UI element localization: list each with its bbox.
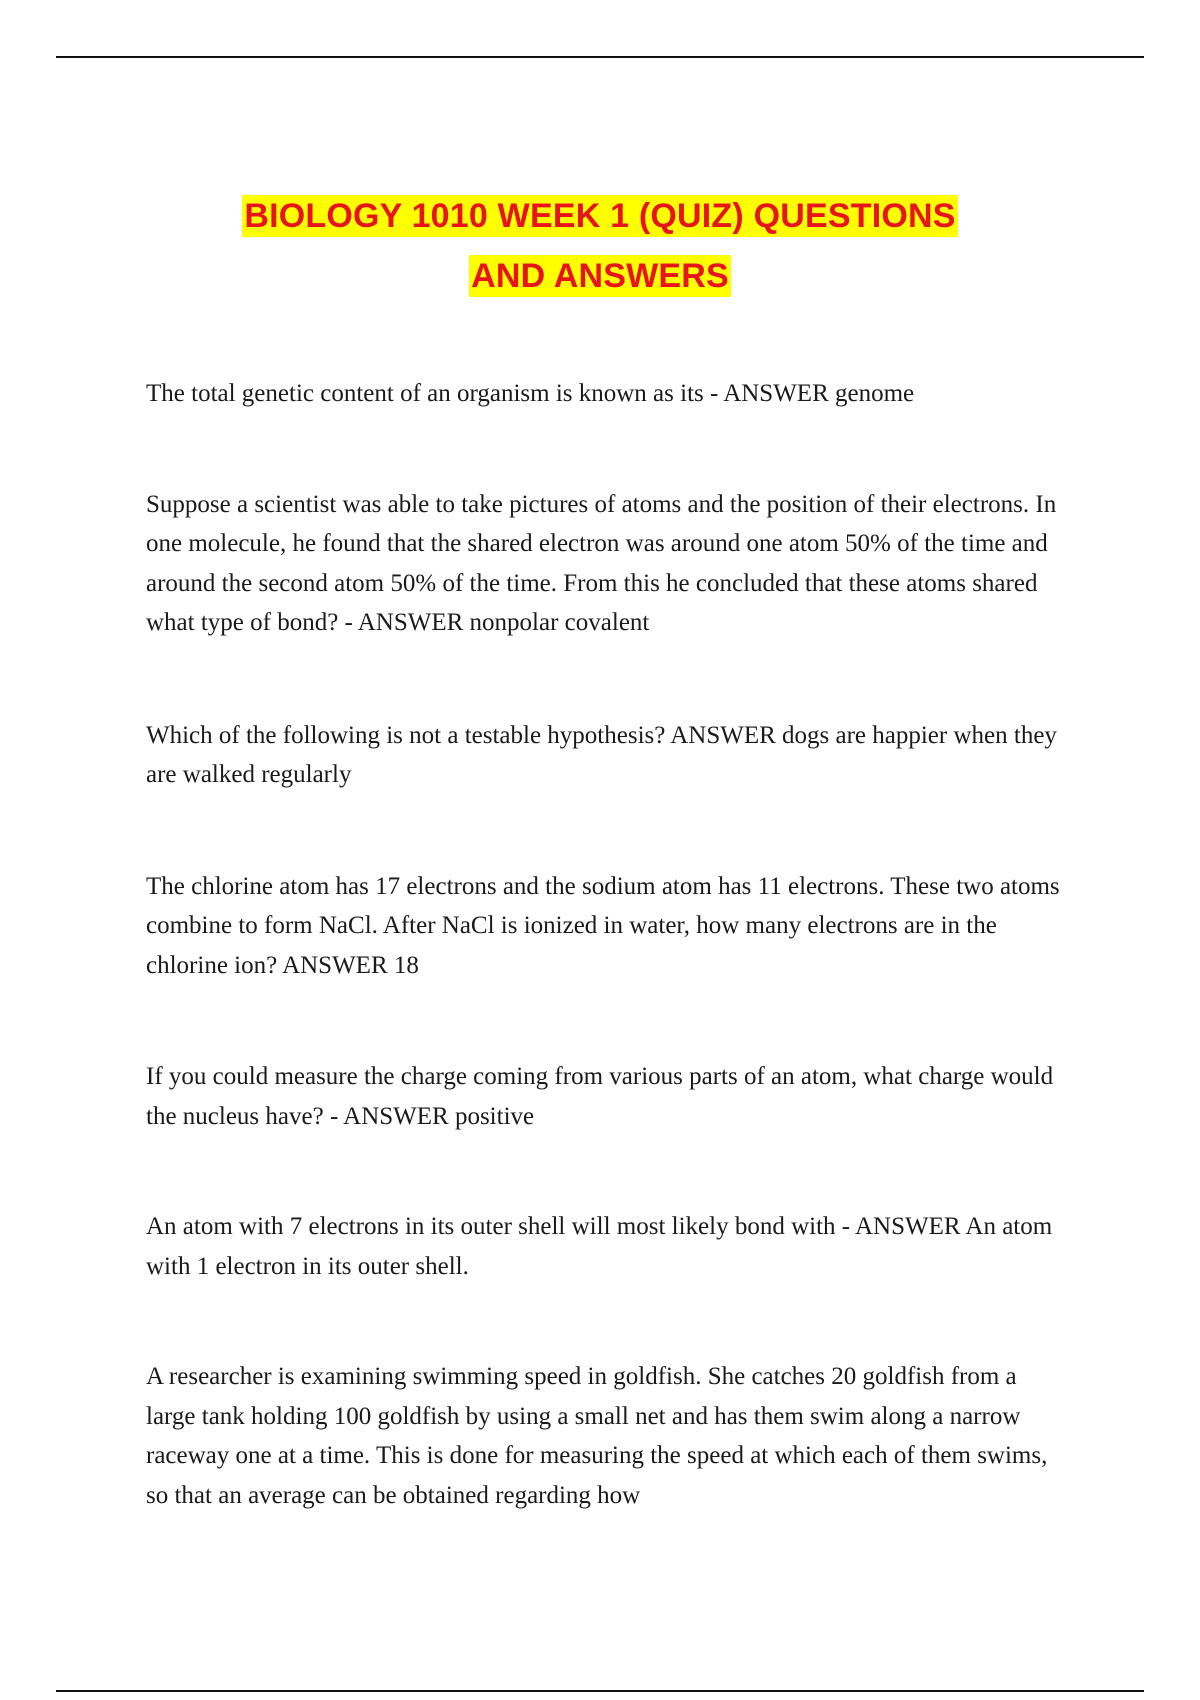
- title-line-2: AND ANSWERS: [471, 257, 729, 295]
- qa-item: [146, 867, 1066, 986]
- qa-list: [146, 374, 1066, 1588]
- qa-text: Which of the following is not a testable hypothesis? ANSWER dogs are happier when they are walked regularly: [146, 721, 1057, 788]
- qa-item: [146, 1357, 1066, 1515]
- document-title: [0, 186, 1200, 306]
- header-rule: [56, 56, 1144, 58]
- qa-text: An atom with 7 electrons in its outer shell will most likely bond with - ANSWER An atom with 1 electron in its outer shell.: [146, 1213, 1053, 1280]
- footer-rule: [56, 1690, 1144, 1692]
- qa-text: A researcher is examining swimming speed in goldfish. She catches 20 goldfish from a large tank holding 100 goldfish by using a small net and has them swim along a narrow raceway one at a time. This is done for measuring the speed at which each of them swims, so that an average can be obtained regarding how: [146, 1363, 1048, 1509]
- qa-text: The chlorine atom has 17 electrons and the sodium atom has 11 electrons. These two atoms combine to form NaCl. After NaCl is ionized in water, how many electrons are in the chlorine ion? ANSWER 18: [146, 872, 1060, 979]
- qa-text: If you could measure the charge coming from various parts of an atom, what charge would the nucleus have? - ANSWER positive: [146, 1063, 1054, 1130]
- qa-item: [146, 374, 1066, 414]
- qa-item: [146, 1057, 1066, 1136]
- qa-text: Suppose a scientist was able to take pictures of atoms and the position of their electrons. In one molecule, he found that the shared electron was around one atom 50% of the time and around the second atom 50% of the time. From this he concluded that these atoms shared what type of bond? - ANSWER nonpolar covalent: [146, 490, 1057, 636]
- qa-item: [146, 716, 1066, 795]
- qa-item: [146, 1207, 1066, 1286]
- qa-text: The total genetic content of an organism is known as its - ANSWER genome: [146, 380, 915, 407]
- qa-item: [146, 485, 1066, 643]
- title-line-1: BIOLOGY 1010 WEEK 1 (QUIZ) QUESTIONS: [244, 197, 956, 235]
